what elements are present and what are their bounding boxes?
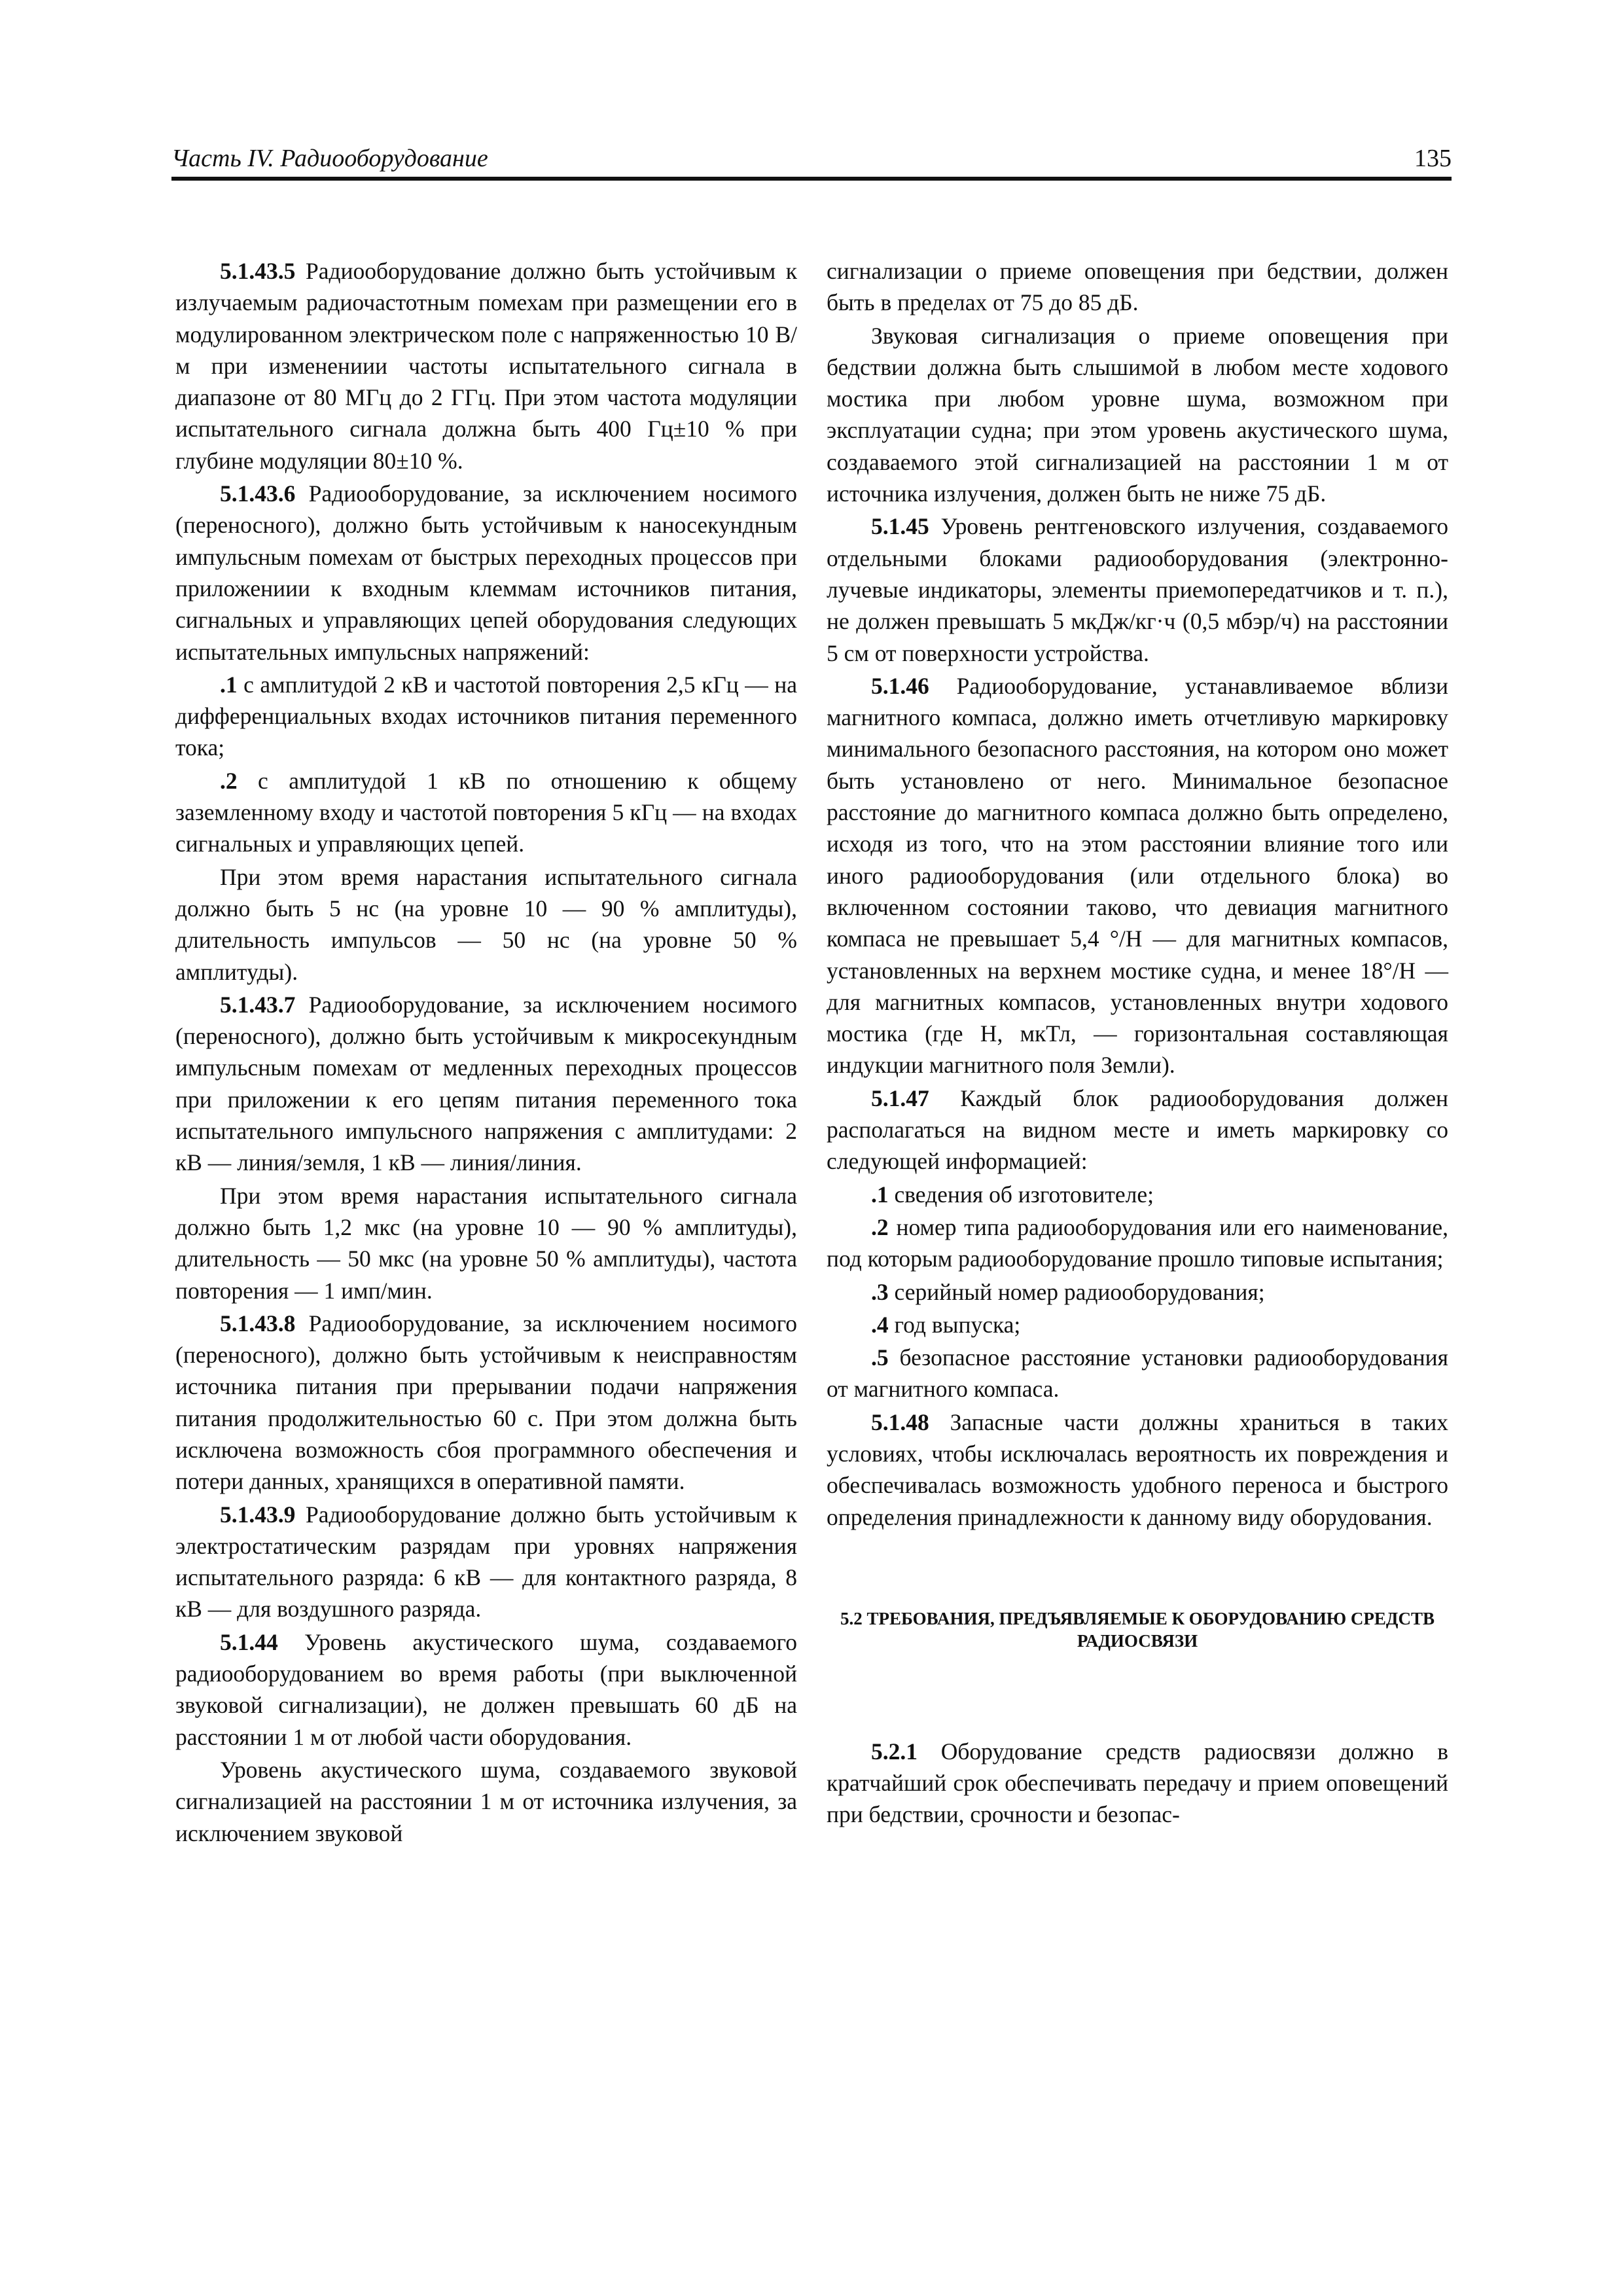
paragraph-text: серийный номер радиооборудования; [888, 1278, 1265, 1305]
paragraph-text: Радиооборудование, устанавливаемое вблизи магнитного компаса, должно иметь отчетливую маркировку минимального безопасного расстояния, на котором оно может быть установлено от него. Минимальное безопасное расстояние до магнитного компаса должно быть определено, исходя из того, что на этом расстоянии влияние того или иного радиооборудования (или отдельного блока) во включенном состоянии таково, что девиация магнитного компаса не превышает 5,4 °/Н — для магнитных компасов, установленных на верхнем мостике судна, и менее 18°/Н — для магнитных компасов, установленных внутри ходового мостика (где Н, мкТл, — горизонтальная составляющая индукции магнитного поля Земли). [827, 672, 1448, 1079]
list-item [827, 1276, 1448, 1308]
paragraph [827, 320, 1448, 510]
clause-number: 5.1.47 [871, 1085, 929, 1111]
paragraph [175, 1308, 797, 1498]
item-number: .2 [220, 767, 238, 794]
clause-number: 5.1.46 [871, 672, 929, 699]
paragraph [827, 511, 1448, 668]
paragraph [175, 255, 797, 476]
header-title: Часть IV. Радиооборудование [171, 145, 488, 172]
paragraph [175, 861, 797, 988]
clause-number: 5.1.43.7 [220, 991, 296, 1018]
paragraph-text: с амплитудой 2 кВ и частотой повторения 2,5 кГц — на дифференциальных входах источников питания переменного тока; [175, 671, 797, 761]
paragraph-text: Уровень рентгеновского излучения, создаваемого отдельными блоками радиооборудования (электронно-лучевые индикаторы, элементы приемопередатчиков и т. п.), не должен превышать 5 мкДж/кг·ч (0,5 мбэр/ч) на расстоянии 5 см от поверхности устройства. [827, 513, 1448, 666]
clause-number: 5.1.43.9 [220, 1501, 296, 1528]
paragraph [175, 989, 797, 1179]
list-item [827, 1309, 1448, 1340]
paragraph-text: сведения об изготовителе; [888, 1181, 1154, 1208]
paragraph-text: Радиооборудование должно быть устойчивым к излучаемым радиочастотным помехам при размещении его в модулированном электрическом поле с напряженностью 10 В/м при изменениии частоты испытательного сигнала в диапазоне от 80 МГц до 2 ГГц. При этом частота модуляции испытательного сигнала должна быть 400 Гц±10 % при глубине модуляции 80±10 %. [175, 258, 797, 474]
paragraph-text: год выпуска; [888, 1311, 1021, 1338]
clause-number: 5.1.43.8 [220, 1310, 296, 1336]
clause-number: 5.1.43.5 [220, 258, 296, 284]
paragraph [175, 1754, 797, 1849]
paragraph-text: При этом время нарастания испытательного сигнала должно быть 1,2 мкс (на уровне 10 — 90 % амплитуды), длительность — 50 мкс (на уровне 50 % амплитуды), частота повторения — 1 имп/мин. [175, 1182, 797, 1304]
list-item [175, 669, 797, 764]
paragraph [175, 478, 797, 668]
clause-number: 5.1.45 [871, 513, 929, 540]
clause-number: 5.2.1 [871, 1738, 918, 1765]
item-number: .1 [871, 1181, 889, 1208]
paragraph-text: сигнализации о приеме оповещения при бедствии, должен быть в пределах от 75 до 85 дБ. [827, 258, 1448, 316]
paragraph-text: Оборудование средств радиосвязи должно в кратчайший срок обеспечивать передачу и прием оповещений при бедствии, срочности и безопас- [827, 1738, 1448, 1828]
clause-number: 5.1.44 [220, 1628, 278, 1655]
paragraph-text: Уровень акустического шума, создаваемого радиооборудованием во время работы (при выключенной звуковой сигнализации), не должен превышать 60 дБ на расстоянии 1 м от любой части оборудования. [175, 1628, 797, 1750]
paragraph-text: номер типа радиооборудования или его наименование, под которым радиооборудование прошло типовые испытания; [827, 1213, 1448, 1272]
paragraph [827, 1083, 1448, 1177]
paragraph-text: Уровень акустического шума, создаваемого звуковой сигнализацией на расстоянии 1 м от источника излучения, за исключением звуковой [175, 1756, 797, 1846]
list-item [827, 1211, 1448, 1275]
paragraph-text: Радиооборудование должно быть устойчивым к электростатическим разрядам при уровнях напряжения испытательного разряда: 6 кВ — для контактного разряда, 8 кВ — для воздушного разряда. [175, 1501, 797, 1623]
paragraph-continuation [827, 255, 1448, 319]
page-number: 135 [1414, 145, 1452, 172]
item-number: .2 [871, 1213, 889, 1240]
item-number: .1 [220, 671, 238, 698]
paragraph-text: Каждый блок радиооборудования должен располагаться на видном месте и иметь маркировку со следующей информацией: [827, 1085, 1448, 1175]
clause-number: 5.1.43.6 [220, 480, 296, 507]
paragraph-text: с амплитудой 1 кВ по отношению к общему заземленному входу и частотой повторения 5 кГц — на входах сигнальных и управляющих цепей. [175, 767, 797, 857]
paragraph [175, 1180, 797, 1306]
running-header [171, 144, 1452, 181]
paragraph [827, 1407, 1448, 1533]
item-number: .3 [871, 1278, 889, 1305]
clause-number: 5.1.48 [871, 1408, 929, 1435]
paragraph-text: При этом время нарастания испытательного сигнала должно быть 5 нс (на уровне 10 — 90 % амплитуды), длительность импульсов — 50 нс (на уровне 50 % амплитуды). [175, 863, 797, 985]
list-item [827, 1179, 1448, 1210]
item-number: .5 [871, 1344, 889, 1371]
list-item [827, 1342, 1448, 1405]
paragraph-text: Радиооборудование, за исключением носимого (переносного), должно быть устойчивым к неисправностям источника питания при прерывании подачи напряжения питания продолжительностью 60 с. При этом должна быть исключена возможность сбоя программного обеспечения и потери данных, хранящихся в оперативной памяти. [175, 1310, 797, 1495]
paragraph-text: Радиооборудование, за исключением носимого (переносного), должно быть устойчивым к микросекундным импульсным помехам от медленных переходных процессов при приложении к его цепям питания переменного тока испытательного импульсного напряжения с амплитудами: 2 кВ — линия/земля, 1 кВ — линия/линия. [175, 991, 797, 1176]
item-number: .4 [871, 1311, 889, 1338]
left-column [175, 255, 797, 1850]
paragraph [175, 1499, 797, 1625]
list-item [175, 765, 797, 860]
paragraph-text: Запасные части должны храниться в таких условиях, чтобы исключалась вероятность их повреждения и обеспечивалась возможность удобного переноса и быстрого определения принадлежности к данному виду оборудования. [827, 1408, 1448, 1530]
paragraph-text: Радиооборудование, за исключением носимого (переносного), должно быть устойчивым к наносекундным импульсным помехам от быстрых переходных процессов при приложениии к входным клеммам источников питания, сигнальных и управляющих цепей оборудования следующих испытательных импульсных напряжений: [175, 480, 797, 665]
section-heading: 5.2 ТРЕБОВАНИЯ, ПРЕДЪЯВЛЯЕМЫЕ К ОБОРУДОВАНИЮ СРЕДСТВ РАДИОСВЯЗИ [840, 1608, 1435, 1651]
paragraph [175, 1626, 797, 1753]
right-column [827, 255, 1448, 1832]
paragraph-text: безопасное расстояние установки радиооборудования от магнитного компаса. [827, 1344, 1448, 1403]
paragraph-text: Звуковая сигнализация о приеме оповещения при бедствии должна быть слышимой в любом месте ходового мостика при любом уровне шума, возможном при эксплуатации судна; при этом уровень акустического шума, создаваемого этой сигнализацией на расстоянии 1 м от источника излучения, должен быть не ниже 75 дБ. [827, 322, 1448, 507]
paragraph [827, 1736, 1448, 1831]
paragraph [827, 670, 1448, 1081]
